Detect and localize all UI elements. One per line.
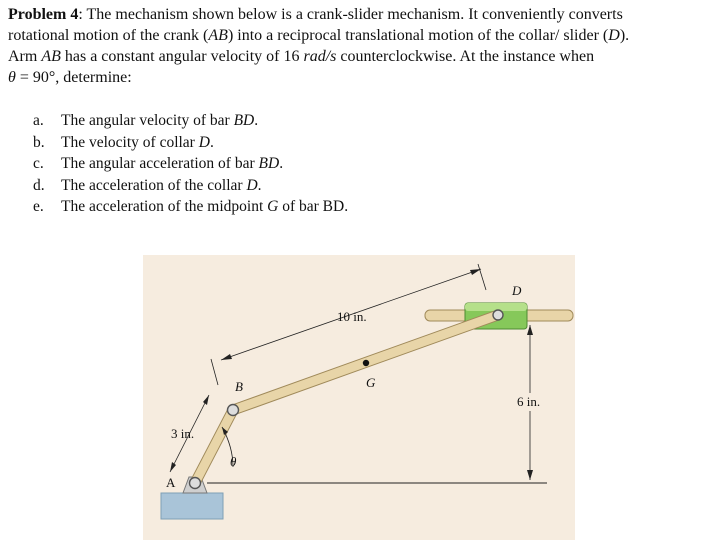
dim-label-ab: 3 in.	[171, 426, 195, 441]
dim-label-bd: 10 in.	[337, 309, 367, 324]
question-item: b. The velocity of collar D.	[33, 133, 214, 151]
crank-ab	[195, 410, 233, 483]
arrow-head	[470, 269, 481, 275]
question-item: a. The angular velocity of bar BD.	[33, 112, 259, 129]
arrow-head	[527, 470, 533, 480]
question-item: c. The angular acceleration of bar BD.	[33, 155, 284, 172]
arrow-head	[170, 462, 176, 472]
label-a: A	[166, 475, 176, 490]
problem-line-3: Arm AB has a constant angular velocity of 16 rad/s counterclockwise. At the instance when	[8, 48, 595, 65]
label-g: G	[366, 375, 376, 390]
arrow-head	[527, 325, 533, 335]
problem-line-4: θ = 90°, determine:	[8, 69, 132, 86]
dim-label-height: 6 in.	[517, 394, 541, 409]
label-d: D	[512, 283, 522, 298]
point-g	[363, 360, 369, 366]
label-theta: θ	[230, 454, 237, 469]
dim-extension	[478, 264, 486, 290]
problem-statement	[8, 4, 708, 88]
mechanism-diagram	[143, 255, 575, 540]
label-b: B	[235, 379, 243, 394]
pin-a	[190, 478, 201, 489]
pin-d	[493, 310, 503, 320]
ground-block	[161, 493, 223, 519]
problem-line-1: Problem 4: The mechanism shown below is a crank-slider mechanism. It conveniently converts	[8, 6, 623, 23]
pin-b	[228, 405, 239, 416]
arrow-head	[221, 354, 232, 360]
question-list	[33, 110, 348, 218]
arrow-head	[203, 395, 209, 405]
problem-line-2: rotational motion of the crank (AB) into a reciprocal translational motion of the collar/ slider (D).	[8, 27, 630, 44]
mechanism-figure	[143, 255, 575, 540]
problem-label: Problem 4	[8, 6, 79, 23]
question-item: d. The acceleration of the collar D.	[33, 176, 262, 194]
question-item: e. The acceleration of the midpoint G of bar BD.	[33, 198, 349, 215]
dim-extension	[211, 359, 218, 385]
